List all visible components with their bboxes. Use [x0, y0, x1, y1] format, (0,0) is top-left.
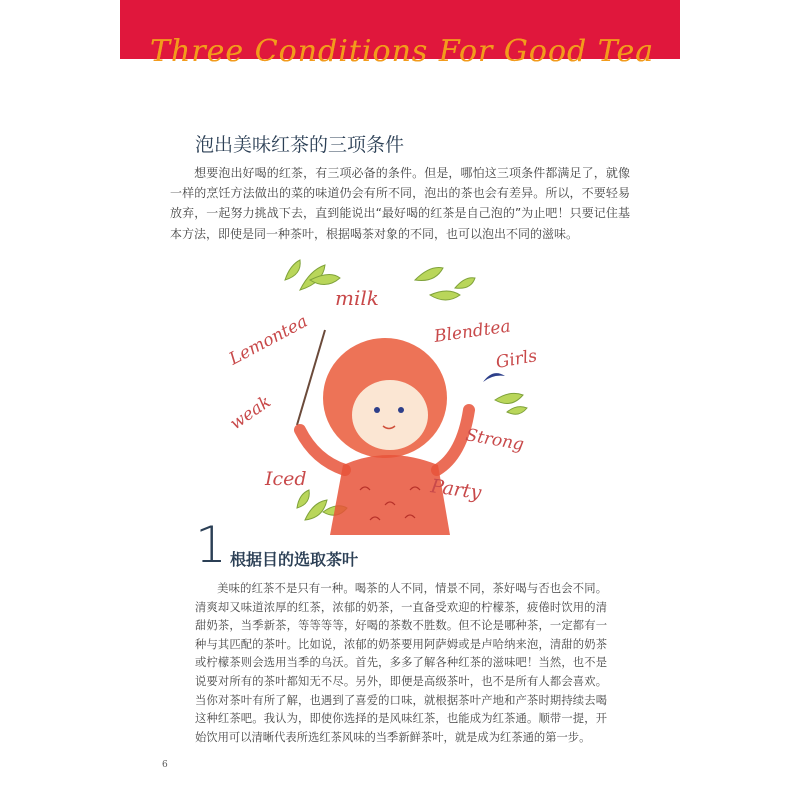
baton	[297, 330, 325, 425]
section-number: 1	[195, 516, 227, 574]
girl-eye-left	[374, 407, 380, 413]
girl-conductor-illustration	[225, 250, 555, 540]
word-party: Party	[429, 475, 483, 505]
word-milk: milk	[335, 286, 379, 310]
word-lemontea: Lemontea	[225, 311, 312, 370]
section-title: 根据目的选取茶叶	[230, 550, 359, 569]
script-title: Three Conditions For Good Tea	[150, 34, 655, 69]
crescent-decoration	[483, 373, 505, 382]
section-paragraph-text: 美味的红茶不是只有一种。喝茶的人不同，情景不同，茶好喝与否也会不同。清爽却又味道浓厚的红茶，浓郁的奶茶，一直备受欢迎的柠檬茶，疲倦时饮用的清甜奶茶，当季新茶，等等等等，好喝的茶数不胜数。但不论是哪种茶，一定都有一种与其匹配的茶叶。比如说，浓郁的奶茶要用阿萨姆或是卢哈纳来泡，清甜的奶茶或柠檬茶则会选用当季的乌沃。首先，多多了解各种红茶的滋味吧！当然，也不是说要对所有的茶叶都知无不尽。另外，即便是高级茶叶，也不是所有人都会喜欢。当你对茶叶有所了解，也遇到了喜爱的口味，就根据茶叶产地和产茶时期持续去喝这种红茶吧。我认为，即使你选择的是风味红茶，也能成为红茶通。顺带一提，开始饮用可以清晰代表所选红茶风味的当季新鲜茶叶，就是成为红茶通的第一步。	[195, 582, 607, 744]
word-girls: Girls	[494, 346, 539, 373]
word-strong: Strong	[464, 425, 526, 456]
word-blendtea: Blendtea	[432, 316, 512, 347]
girl-face	[352, 380, 428, 450]
intro-paragraph	[170, 163, 630, 244]
page-number: 6	[162, 760, 168, 770]
section-paragraph	[195, 580, 607, 747]
girl-eye-right	[398, 407, 404, 413]
section-heading: 泡出美味红茶的三项条件	[195, 134, 405, 156]
intro-paragraph-text: 想要泡出好喝的红茶，有三项必备的条件。但是，哪怕这三项条件都满足了，就像一样的烹饪方法做出的菜的味道仍会有所不同，泡出的茶也会有差异。所以，不要轻易放弃，一起努力挑战下去，直到能说出“最好喝的红茶是自己泡的”为止吧！只要记住基本方法，即使是同一种茶叶，根据喝茶对象的不同，也可以泡出不同的滋味。	[170, 166, 630, 241]
word-weak: weak	[226, 391, 275, 435]
word-iced: Iced	[265, 468, 307, 490]
